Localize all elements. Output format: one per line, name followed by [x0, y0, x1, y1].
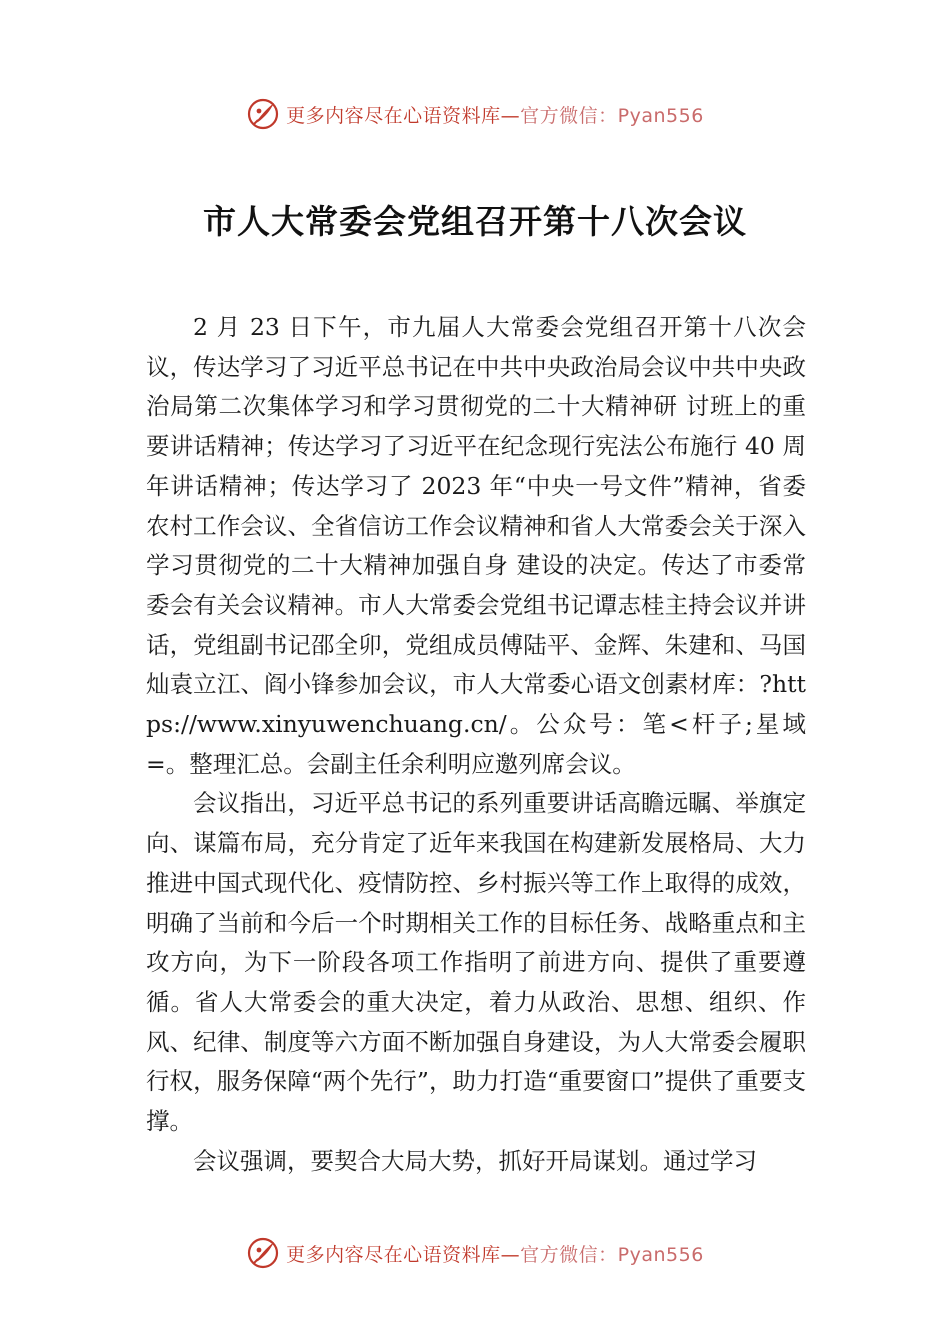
header-watermark-text	[286, 101, 704, 128]
banner-main-text: 更多内容尽在心语资料库—	[286, 104, 521, 127]
footer-watermark-banner	[0, 1235, 950, 1271]
paragraph-3: 会议强调，要契合大局大势，抓好开局谋划。通过学习	[193, 1146, 757, 1175]
banner-wechat-text: 官方微信：Pyan556	[520, 1243, 704, 1266]
banner-wechat-text: 官方微信：Pyan556	[520, 104, 704, 127]
header-watermark-banner	[0, 96, 950, 132]
paragraph-1: 2 月 23 日下午，市九届人大常委会党组召开第十八次会议，传达学习了习近平总书记在中共中央政治局会议中共中央政治局第二次集体学习和学习贯彻党的二十大精神研 讨班上的重要讲话精神；传达学习了习近平在纪念现行宪法公布施行 40 周年讲话精神；传达学习了 2023 年“中央一号文件”精神，省委农村工作会议、全省信访工作会议精神和省人大常委会关于深入学习贯彻党的二十大精神加强自身 建设的决定。传达了市委常委会有关会议精神。市人大常委会党组书记谭志桂主持会议并讲话，党组副书记邵全卯，党组成员傅陆平、金辉、朱建和、马国灿袁立江、阎小锋参加会议，市人大常委心语文创素材库：?https://www.xinyuwenchuang.cn/。公众号：笔<杆子;星域=。整理汇总。会副主任余利明应邀列席会议。	[146, 313, 806, 778]
footer-watermark-text	[286, 1240, 704, 1267]
paragraph-2: 会议指出，习近平总书记的系列重要讲话高瞻远瞩、举旗定向、谋篇布局，充分肯定了近年来我国在构建新发展格局、大力推进中国式现代化、疫情防控、乡村振兴等工作上取得的成效，明确了当前和今后一个时期相关工作的目标任务、战略重点和主攻方向，为下一阶段各项工作指明了前进方向、提供了重要遵循。省人大常委会的重大决定，着力从政治、思想、组织、作风、纪律、制度等六方面不断加强自身建设，为人大常委会履职行权，服务保障“两个先行”，助力打造“重要窗口”提供了重要支撑。	[146, 789, 806, 1136]
document-body	[146, 308, 806, 1181]
quill-pen-icon	[246, 1236, 280, 1270]
banner-main-text: 更多内容尽在心语资料库—	[286, 1243, 521, 1266]
document-title: 市人大常委会党组召开第十八次会议	[203, 202, 747, 241]
quill-pen-icon	[246, 97, 280, 131]
